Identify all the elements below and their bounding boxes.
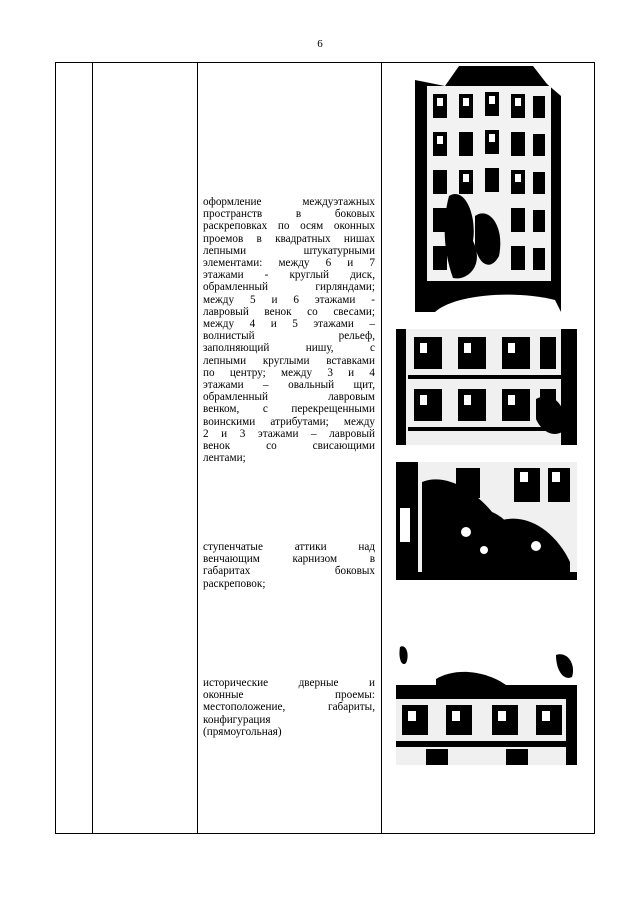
text-line: элементами: между 6 и 7	[203, 257, 375, 270]
text-line: проемов в квадратных нишах	[203, 232, 375, 245]
text-line: лавровый венок со свесами;	[203, 305, 375, 318]
page-number: 6	[317, 38, 323, 50]
text-line: венчающим карнизом в	[203, 553, 375, 566]
text-line: обрамленный лавровым	[203, 391, 375, 404]
text-line: воинскими атрибутами; между	[203, 415, 375, 428]
text-line: лепными штукатурными	[203, 244, 375, 257]
column-divider-1	[92, 62, 93, 834]
text-line: ступенчатые аттики над	[203, 541, 375, 553]
text-line: между 5 и 6 этажами -	[203, 293, 375, 306]
text-line: оформление междуэтажных	[203, 196, 375, 208]
facade-photo-3	[396, 462, 577, 580]
text-line: оконные проемы:	[203, 689, 375, 702]
facade-photo-1	[415, 66, 561, 312]
text-line: лепными круглыми вставками	[203, 354, 375, 367]
text-line: (прямоугольная)	[203, 725, 282, 738]
text-line: обрамленный гирляндами;	[203, 281, 375, 294]
text-line: раскреповках по осям оконных	[203, 220, 375, 233]
description-paragraph-3	[203, 677, 375, 738]
facade-photo-2	[396, 329, 577, 445]
text-line: 2 и 3 этажами – лавровый	[203, 427, 375, 440]
text-line: венок со свисающими	[203, 440, 375, 453]
description-paragraph-2	[203, 541, 375, 590]
text-line: местоположение, габариты,	[203, 701, 375, 714]
description-paragraph-1	[203, 196, 375, 464]
text-line: раскреповок;	[203, 577, 266, 590]
text-line: этажами - круглый диск,	[203, 269, 375, 282]
text-line: этажами – овальный щит,	[203, 379, 375, 392]
column-divider-2	[197, 62, 198, 834]
text-line: заполняющий нишу, с	[203, 342, 375, 355]
text-line: лентами;	[203, 452, 246, 465]
text-line: венком, с перекрещенными	[203, 403, 375, 416]
text-line: по центру; между 3 и 4	[203, 366, 375, 379]
text-line: между 4 и 5 этажами –	[203, 318, 375, 331]
text-line: исторические дверные и	[203, 677, 375, 689]
facade-photo-4	[396, 641, 577, 765]
column-divider-3	[381, 62, 382, 834]
text-line: пространств в боковых	[203, 208, 375, 221]
text-line: габаритах боковых	[203, 565, 375, 578]
text-line: волнистый рельеф,	[203, 330, 375, 343]
text-line: конфигурация	[203, 713, 271, 726]
